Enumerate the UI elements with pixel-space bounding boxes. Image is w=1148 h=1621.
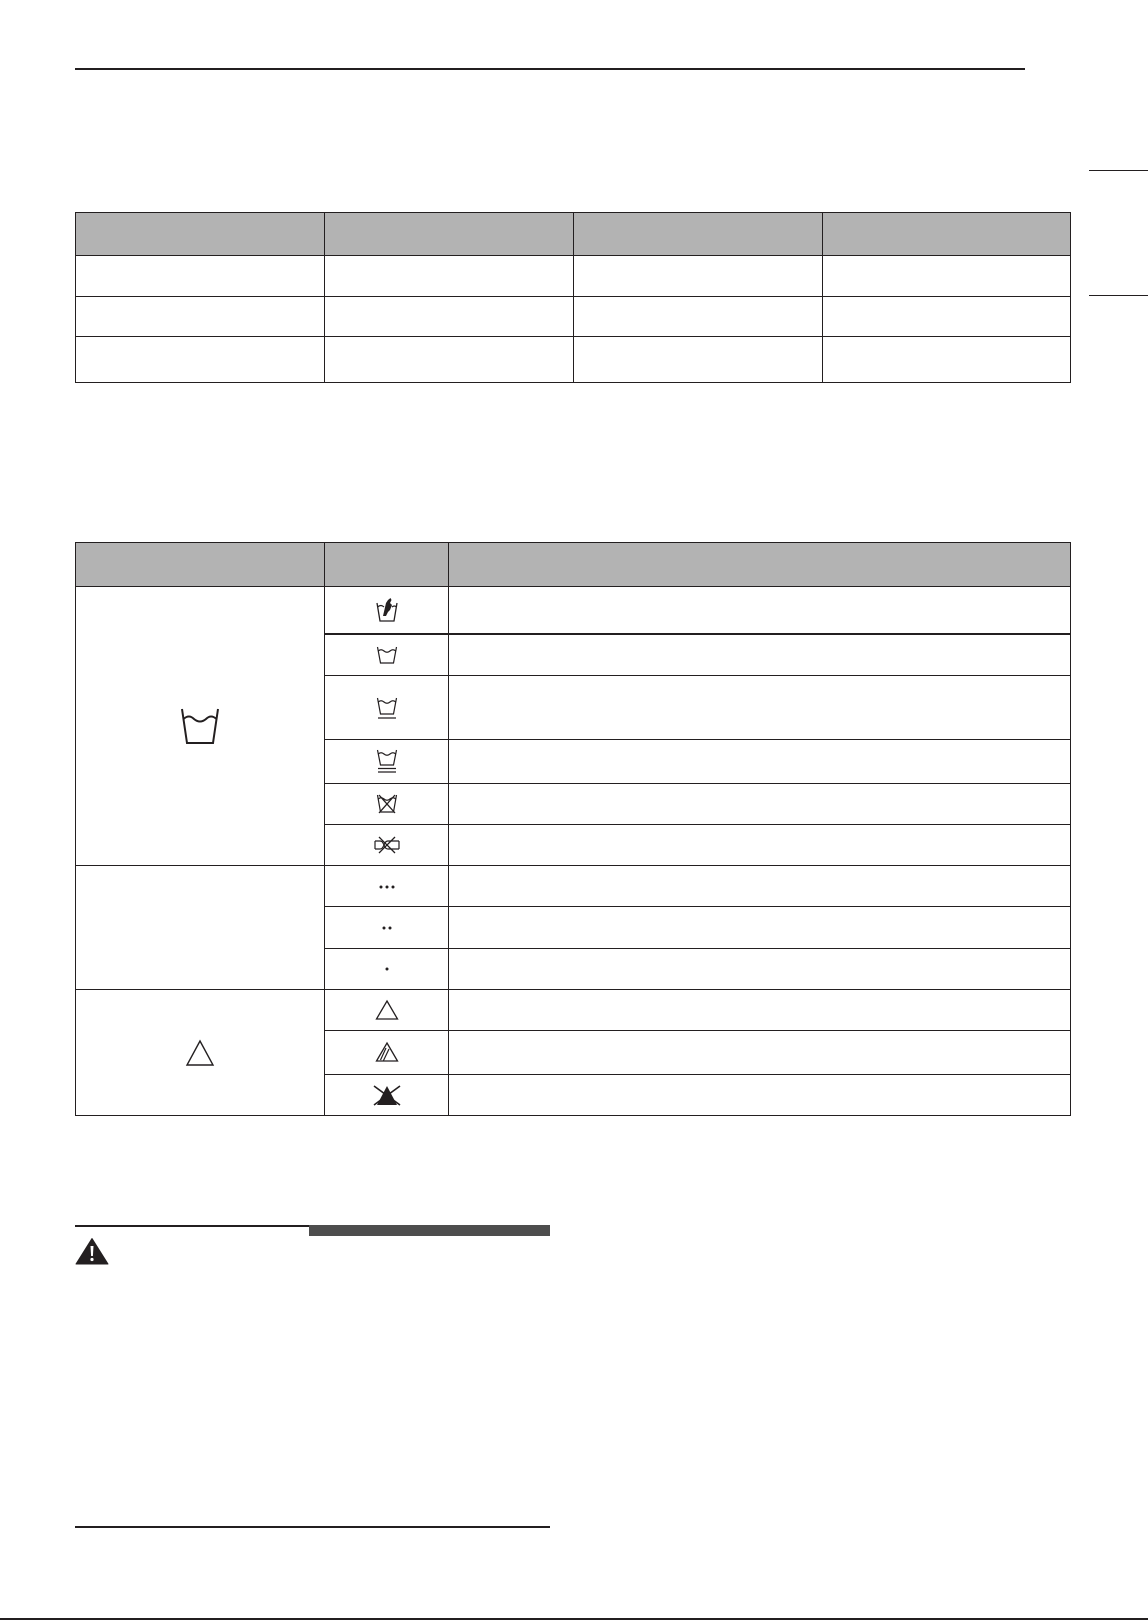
warning-icon <box>75 1237 109 1265</box>
table-one-header-cell <box>76 213 325 256</box>
table-cell <box>325 296 574 336</box>
care-symbols-table <box>75 542 1071 1116</box>
symbol-description <box>449 990 1071 1031</box>
symbol-cell <box>325 1074 449 1115</box>
two-dots-icon <box>380 925 394 931</box>
symbol-cell <box>325 948 449 989</box>
symbol-cell <box>325 634 449 675</box>
table-row <box>76 587 1071 634</box>
table-one-header-cell <box>325 213 574 256</box>
table-row <box>76 296 1071 336</box>
care-table-header-row <box>76 543 1071 587</box>
symbol-cell <box>325 675 449 739</box>
bleach-triangle-icon <box>185 1039 215 1067</box>
bleach-non-chlorine-icon <box>375 1041 399 1063</box>
symbol-cell <box>325 740 449 783</box>
symbol-description <box>449 824 1071 865</box>
table-row <box>76 866 1071 907</box>
side-tab-rule-bottom <box>1089 295 1148 296</box>
care-group-bleach <box>76 990 325 1116</box>
table-cell <box>325 255 574 296</box>
symbol-description <box>449 634 1071 675</box>
table-cell <box>574 255 823 296</box>
symbol-description <box>449 1031 1071 1074</box>
wash-tub-normal-icon <box>376 645 398 665</box>
symbol-description <box>449 907 1071 948</box>
symbol-description <box>449 866 1071 907</box>
hand-wash-icon <box>375 597 399 623</box>
bleach-any-icon <box>375 999 399 1021</box>
symbol-cell <box>325 783 449 824</box>
symbol-cell <box>325 907 449 948</box>
symbol-description <box>449 740 1071 783</box>
table-row <box>76 255 1071 296</box>
table-one-header-cell <box>823 213 1071 256</box>
table-cell <box>823 255 1071 296</box>
table-cell <box>76 337 325 383</box>
table-row <box>76 337 1071 383</box>
symbol-description <box>449 1074 1071 1115</box>
table-cell <box>325 337 574 383</box>
care-table-header-cell <box>76 543 325 587</box>
three-dots-icon <box>377 884 397 890</box>
do-not-wash-icon <box>376 793 398 815</box>
care-table-header-cell <box>449 543 1071 587</box>
table-row <box>76 990 1071 1031</box>
table-one <box>75 212 1071 383</box>
table-one-header-row <box>76 213 1071 256</box>
care-group-temperature <box>76 866 325 990</box>
side-tab-rule-top <box>1089 170 1148 171</box>
care-table-header-cell <box>325 543 449 587</box>
symbol-cell <box>325 587 449 634</box>
do-not-wring-icon <box>372 835 402 855</box>
symbol-description <box>449 783 1071 824</box>
do-not-bleach-icon <box>371 1083 403 1107</box>
table-cell <box>823 296 1071 336</box>
symbol-cell <box>325 824 449 865</box>
top-rule <box>75 68 1025 70</box>
wash-tub-icon <box>180 707 220 745</box>
symbol-description <box>449 675 1071 739</box>
wash-tub-two-bar-icon <box>376 748 398 774</box>
wash-tub-one-bar-icon <box>376 696 398 720</box>
caution-bottom-rule <box>75 1526 550 1528</box>
table-cell <box>823 337 1071 383</box>
symbol-description <box>449 948 1071 989</box>
table-cell <box>574 296 823 336</box>
symbol-cell <box>325 866 449 907</box>
caution-header-rule <box>75 1225 309 1227</box>
caution-header-bar <box>309 1225 550 1236</box>
symbol-description <box>449 587 1071 634</box>
symbol-cell <box>325 1031 449 1074</box>
care-group-washing <box>76 587 325 866</box>
table-one-header-cell <box>574 213 823 256</box>
table-cell <box>76 255 325 296</box>
table-cell <box>76 296 325 336</box>
bottom-rule <box>0 1618 1148 1620</box>
symbol-cell <box>325 990 449 1031</box>
table-cell <box>574 337 823 383</box>
one-dot-icon <box>383 966 391 972</box>
